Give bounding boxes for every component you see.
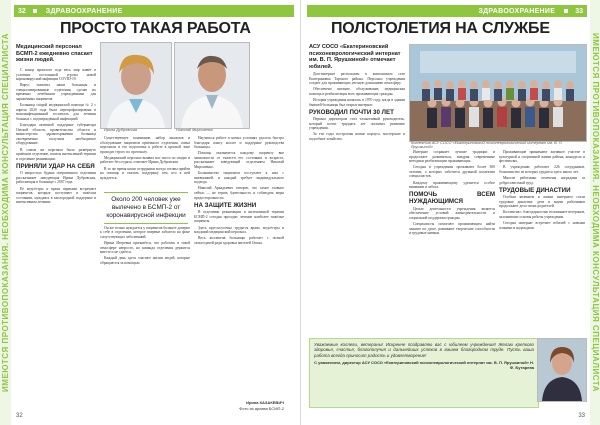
right-header-page-number: 33 xyxy=(575,7,583,15)
paragraph: Её медсёстры и врачи первыми встречают пациентов, которые поступают в тяжёлом состоянии, нуждаясь в кислородной поддержке и интенсивном лечении. xyxy=(16,186,96,205)
right-column-2 xyxy=(409,150,495,334)
doctor-photo-miroshenko xyxy=(174,42,250,129)
paragraph: Специалисты помогают проживающим найти занятие по душе, развивают творческие способности и трудовые навыки. xyxy=(409,222,495,236)
paragraph: Целью деятельности учреждения является обеспечение условий жизнедеятельности и социальной поддержки граждан. xyxy=(409,206,495,220)
right-section-band xyxy=(307,5,587,17)
pull-quote: Около 200 человек уже вылечено в БСМП-2 от коронавирусной инфекции xyxy=(104,192,188,224)
doctor-photo-dubrovskaya xyxy=(100,42,172,129)
paragraph: Интернат сохраняет лучшие традиции и продолжает развиваться, внедряя современные методики реабилитации проживающих. xyxy=(409,150,495,164)
paragraph: За эти годы построены новые корпуса, мастерские и подсобное хозяйство. xyxy=(309,132,405,142)
subhead-accepted-blow: ПРИНЯЛИ УДАР НА СЕБЯ xyxy=(16,162,95,170)
callout-text: Уважаемые коллеги, ветераны! Искренне поздравляю вас с юбилеем учреждения! Желаю крепкого здоровья, счастья, благополучия и дальнейших успехов в вашем благородном труде. Пусть ваша работа всегда приносит радость и удовлетворение! xyxy=(314,342,534,358)
left-section-label: ЗДРАВООХРАНЕНИЕ xyxy=(45,7,123,15)
staff-group-photo xyxy=(409,44,587,142)
paragraph: Первым директором стал талантливый руководитель, который почти тридцать лет посвятил развитию учреждения. xyxy=(309,117,405,131)
right-column-1 xyxy=(309,72,405,334)
paragraph: Ирина Игоревна признаётся, что работать в такой атмосфере непросто, но команда отделения держится вместе и не сдаётся. xyxy=(100,241,190,255)
paragraph: В то же время наши сотрудники всегда готовы прийти на помощь и оказать поддержку тем, кто в ней нуждается. xyxy=(100,166,190,180)
side-banner-text: ИМЕЮТСЯ ПРОТИВОПОКАЗАНИЯ. НЕОБХОДИМА КОНСУЛЬТАЦИЯ СПЕЦИАЛИСТА xyxy=(1,33,10,392)
photo2-caption: Николай Мирошенко xyxy=(176,128,213,132)
left-headline: ПРОСТО ТАКАЯ РАБОТА xyxy=(60,20,251,37)
paragraph: Помощь оказывается каждому пациенту вне зависимости от тяжести его состояния и возраста, рассказывает заведующий отделением Николай Мирошенко. xyxy=(194,151,284,170)
photo-credit: Фото из архива БСМП-2 xyxy=(239,406,284,411)
paragraph: В учреждении работают 226 сотрудников, большинство из которых трудятся здесь много лет. xyxy=(499,165,585,174)
paragraph: Большинство пациентов поступают к нам с пневмонией, и каждый требует индивидуального подхода. xyxy=(194,171,284,185)
right-headline: ПОЛСТОЛЕТИЯ НА СЛУЖБЕ xyxy=(331,20,550,37)
square-icon xyxy=(564,9,568,13)
paragraph: Обеспечено питание, обслуживание, медицинская помощь и реабилитация всех проживающих граждан. xyxy=(309,87,405,96)
paragraph: Существующее понимание, набор анализов и обследование пациентов приёмного отделения, смена персонала и его подготовка к работе в красной зоне проходят строго по протоколу. xyxy=(100,136,190,154)
left-side-banner xyxy=(0,0,11,425)
paragraph: Особым явлением в жизни интерната стали трудовые династии: дети и внуки работников продолжают дело своих родителей. xyxy=(499,195,585,209)
paragraph: Каждый день здесь спасают жизни людей, которые обращаются за помощью. xyxy=(100,256,190,265)
side-banner-text: ИМЕЮТСЯ ПРОТИВОПОКАЗАНИЯ. НЕОБХОДИМА КОНСУЛЬТАЦИЯ СПЕЦИАЛИСТА xyxy=(591,33,600,392)
square-icon xyxy=(33,9,37,13)
subhead-led-30-years: РУКОВОДИЛ ПОЧТИ 30 ЛЕТ xyxy=(309,108,394,116)
paragraph: Сегодня в учреждении проживают более 300 человек, о которых заботится дружный коллектив специалистов. xyxy=(409,165,495,179)
subhead-labor-dynasties: ТРУДОВЫЕ ДИНАСТИИ xyxy=(499,186,571,194)
portrait-woman-icon xyxy=(538,339,586,401)
left-lead: Медицинский персонал БСМП-2 ежедневно спасает жизни людей. xyxy=(16,44,93,64)
left-section-band xyxy=(14,5,294,17)
group-photo-icon xyxy=(410,45,586,141)
paragraph: Весь коллектив больницы работает с полной самоотдачей ради здоровья жителей Омска. xyxy=(194,236,284,245)
left-column-2 xyxy=(100,136,190,410)
paragraph: История учреждения началась в 1970 году, когда в здании бывшей больницы был открыт интернат. xyxy=(309,97,405,107)
paragraph: Многие работники отмечены наградами за добросовестный труд. xyxy=(499,175,585,185)
paragraph: Проживающие принимают активное участие в культурной и спортивной жизни района, конкурсах и фестивалях. xyxy=(499,150,585,164)
paragraph: В самом же коротком было развёрнуто приёмное отделение, палаты интенсивной терапии и отделение реанимации. xyxy=(16,147,96,161)
right-section-label: ЗДРАВООХРАНЕНИЕ xyxy=(478,7,556,15)
paragraph: Вирус захватил наши больницы и специализированные отделения, сделав их временно лечебными учреждениями для заражённых пациентов. xyxy=(16,83,96,102)
paragraph: В отделении реанимации и интенсивной терапии БСМП-2 сегодня проходят лечение наиболее тяжёлые пациенты. xyxy=(194,210,284,224)
paragraph: Николай Аркадьевич говорит, что самое главное сейчас — не терять бдительность и соблюдать меры предосторожности. xyxy=(194,186,284,200)
photo1-caption: Ирина Дубровская xyxy=(104,128,137,132)
right-column-3 xyxy=(499,150,585,334)
left-header-page-number: 32 xyxy=(18,7,26,15)
left-page-number: 32 xyxy=(16,413,23,419)
right-page xyxy=(300,0,600,425)
director-photo xyxy=(537,338,587,402)
subhead-help-all-needy: ПОМОЧЬ ВСЕМ НУЖДАЮЩИМСЯ xyxy=(409,191,495,206)
byline: Ирина КАЗАКЕВИЧ xyxy=(246,400,284,405)
paragraph: Здесь круглосуточно трудятся врачи, медсёстры и младший медицинский персонал. xyxy=(194,225,284,235)
left-column-1 xyxy=(16,68,96,410)
paragraph: Медицинский персонал выявил нас чисто по сводке и работает без отдыха, отмечает Ирина Дубровская. xyxy=(100,155,190,165)
paragraph: Коллектив с благодарностью вспоминает ветеранов, заложивших основы работы учреждения. xyxy=(499,210,585,220)
paragraph: Он же только нуждается у пациентов большее доверие к себе в отделении, которое впервые заболело на фоне сопутствующих заболеваний. xyxy=(100,225,190,240)
right-lead: АСУ СОСО «Екатериновский психоневрологический интернат им. В. П. Ярушкиной» отмечает юбилей. xyxy=(309,44,401,70)
left-column-3 xyxy=(194,136,284,398)
subhead-defending-life: НА ЗАЩИТЕ ЖИЗНИ xyxy=(194,201,257,209)
portrait-man-icon xyxy=(175,43,249,128)
right-page-number: 33 xyxy=(578,413,585,419)
paragraph: Больница скорой медицинской помощи № 2 с апреля 2020 года была перепрофилирована в моноинфекционный госпиталь для лечения больных с подтверждённой инфекцией. xyxy=(16,103,96,121)
group-photo-caption: Коллектив АСУ СОСО «Екатериновский психоневрологический интернат им. В. П. Ярушкиной» xyxy=(411,141,563,149)
congratulations-callout xyxy=(309,338,539,408)
paragraph: С конца прошлого года весь мир живёт в условиях постоянной угрозы новой коронавирусной инфекции COVID-19. xyxy=(16,68,96,82)
right-side-banner xyxy=(590,0,600,425)
paragraph: Благодаря активной поддержке губернатора Омской области, правительства области и министерства здравоохранения больница своевременно получила необходимое оборудование. xyxy=(16,123,96,146)
callout-signature: С уважением, директор АСУ СОСО «Екатериновский психоневрологический интернат им. В. П. Ярушкиной» Н. Ф. Бутарева xyxy=(314,360,534,371)
paragraph: Научиться работе в новых условиях удалось быстро благодаря опыту коллег и поддержке руководства больницы. xyxy=(194,136,284,150)
paragraph: Сегодня интернат встречает юбилей с новыми планами и надеждами. xyxy=(499,221,585,230)
paragraph: Каждому проживающему уделяется особое внимание и забота. xyxy=(409,180,495,190)
portrait-woman-icon xyxy=(101,43,171,128)
paragraph: О непростых буднях оперативного отделения рассказывает заведующая Ирина Дубровская, работающая в больнице с 2007 года. xyxy=(16,171,96,185)
paragraph: Дом-интернат расположен в живописном селе Екатериновка Тарского района. Персонал учреждения создаёт для проживающих уютную домашнюю атмосферу. xyxy=(309,72,405,86)
